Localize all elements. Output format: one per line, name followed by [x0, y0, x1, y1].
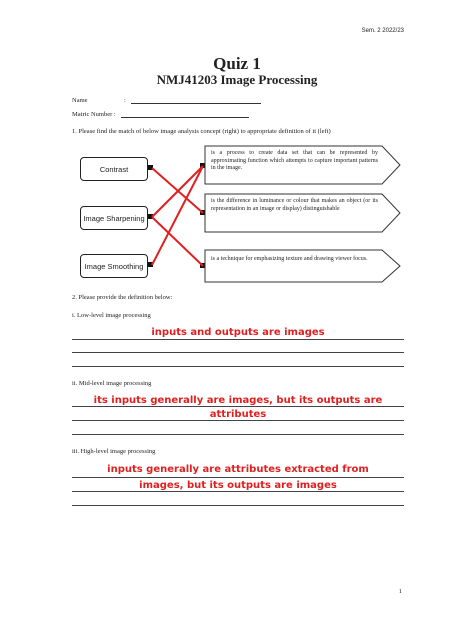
name-colon: :: [124, 97, 126, 104]
page-number: 1: [398, 588, 402, 595]
matric-label: Matric Number :: [72, 111, 116, 118]
answer-line: [72, 477, 404, 478]
semester-label: Sem. 2 2022/23: [361, 28, 404, 34]
question-1-prompt: 1. Please find the match of below image analysis concept (right) to appropriate definition of it (left): [72, 128, 331, 135]
item-i-label: i. Low-level image processing: [72, 312, 151, 319]
item-ii-label: ii. Mid-level image processing: [72, 380, 152, 387]
definition-1-text: is a process to create data set that can be represented by approximating function which attempts to capture important patterns in the image.: [211, 150, 378, 171]
answer-line: [72, 366, 404, 367]
question-2-prompt: 2. Please provide the definition below:: [72, 294, 173, 301]
answer-line: [72, 434, 404, 435]
page-title: Quiz 1: [213, 54, 261, 73]
match-line-smoothing-b: [152, 217, 203, 266]
item-iii-label: iii. High-level image processing: [72, 448, 156, 455]
item-iii-answer-line-2: images, but its outputs are images: [139, 480, 337, 491]
definition-2-text: is the difference in luminance or colour that makes an object (or its representation in an image or display) distinguishable: [211, 198, 378, 212]
answer-line: [72, 505, 404, 506]
item-iii-answer-line-1: inputs generally are attributes extracted from: [107, 464, 369, 475]
concept-contrast: Contrast: [80, 157, 148, 181]
definition-3-text: is a technique for emphasizing texture and drawing viewer focus.: [211, 256, 368, 262]
concept-image-smoothing: Image Smoothing: [80, 254, 148, 278]
page-subtitle: NMJ41203 Image Processing: [156, 72, 318, 87]
item-i-answer: inputs and outputs are images: [151, 327, 325, 338]
item-ii-answer-line-2: attributes: [209, 409, 267, 420]
name-label: Name: [72, 97, 88, 104]
concept-image-sharpening: Image Sharpening: [80, 206, 148, 230]
answer-line: [72, 339, 404, 340]
match-line-smoothing-a: [152, 166, 203, 265]
answer-line: [72, 352, 404, 353]
item-ii-answer-line-1: its inputs generally are images, but its outputs are: [93, 395, 383, 406]
